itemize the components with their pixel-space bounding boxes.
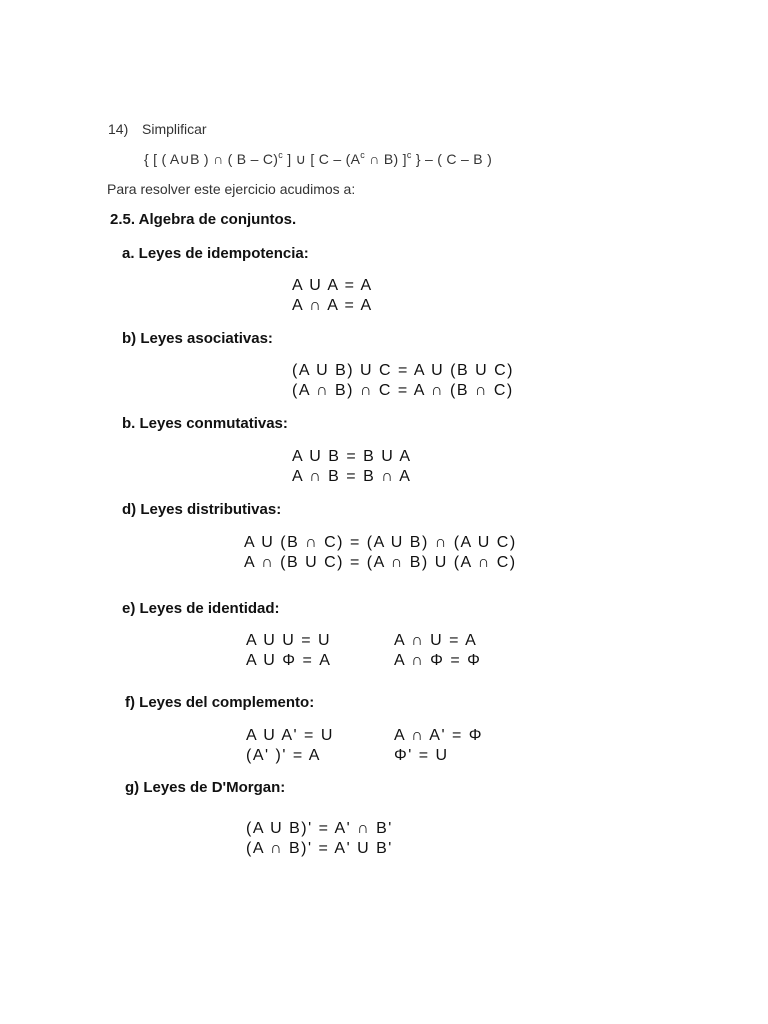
problem-header xyxy=(108,121,207,137)
complement-superscript: c xyxy=(406,150,412,160)
law-line: A U B = B U A xyxy=(292,448,412,465)
law-line: A U A' = U xyxy=(246,727,334,744)
law-line: (A U B) U C = A U (B U C) xyxy=(292,362,514,379)
law-line: (A ∩ B)' = A' U B' xyxy=(246,840,393,857)
law-title-distributivas: d) Leyes distributivas: xyxy=(122,501,282,518)
law-line: A U U = U xyxy=(246,632,332,649)
expr-part: ] ∪ [ C – (A xyxy=(283,151,361,167)
law-line: A ∩ Φ = Φ xyxy=(394,652,482,669)
problem-expression xyxy=(144,151,492,168)
expr-part: { [ ( A∪B ) ∩ ( B – C) xyxy=(144,151,279,167)
intro-text: Para resolver este ejercicio acudimos a: xyxy=(107,181,356,197)
law-line: A U A = A xyxy=(292,277,373,294)
complement-superscript: c xyxy=(360,150,366,160)
complement-superscript: c xyxy=(278,150,284,160)
law-title-asociativas: b) Leyes asociativas: xyxy=(122,330,273,347)
law-line: A ∩ A' = Φ xyxy=(394,727,484,744)
law-line: A U (B ∩ C) = (A U B) ∩ (A U C) xyxy=(244,534,517,551)
law-line: A U Φ = A xyxy=(246,652,332,669)
law-line: A ∩ U = A xyxy=(394,632,478,649)
problem-number: 14) xyxy=(108,121,129,137)
law-line: (A ∩ B) ∩ C = A ∩ (B ∩ C) xyxy=(292,382,514,399)
expr-part: ∩ B) ] xyxy=(365,151,407,167)
problem-title: Simplificar xyxy=(142,121,207,137)
law-line: Φ' = U xyxy=(394,747,449,764)
law-title-identidad: e) Leyes de identidad: xyxy=(122,600,280,617)
law-title-dmorgan: g) Leyes de D'Morgan: xyxy=(125,779,286,796)
law-title-complemento: f) Leyes del complemento: xyxy=(125,694,315,711)
law-title-idempotencia: a. Leyes de idempotencia: xyxy=(122,245,309,262)
law-line: A ∩ B = B ∩ A xyxy=(292,468,412,485)
expr-part: } – ( C – B ) xyxy=(411,151,493,167)
law-title-conmutativas: b. Leyes conmutativas: xyxy=(122,415,288,432)
section-title: 2.5. Algebra de conjuntos. xyxy=(110,211,297,228)
law-line: (A U B)' = A' ∩ B' xyxy=(246,820,393,837)
law-line: A ∩ A = A xyxy=(292,297,373,314)
law-line: (A' )' = A xyxy=(246,747,321,764)
law-line: A ∩ (B U C) = (A ∩ B) U (A ∩ C) xyxy=(244,554,517,571)
